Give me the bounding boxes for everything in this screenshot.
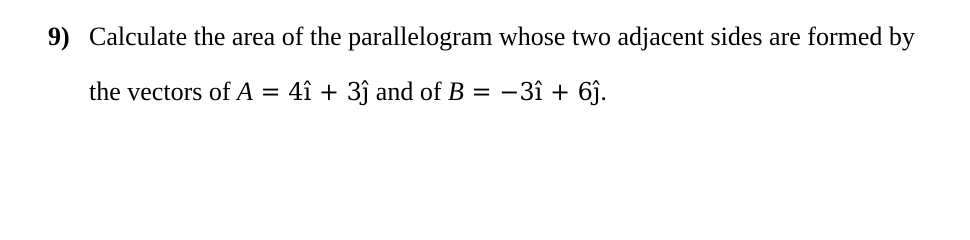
question-line-2: [89, 77, 607, 107]
line2-end: .: [600, 77, 607, 106]
vector-b-name: B: [448, 77, 464, 106]
connector-text: and of: [369, 77, 448, 106]
vector-b-expression: = −3î + 6ĵ: [463, 78, 601, 106]
vector-a-expression: = 4î + 3ĵ: [252, 78, 370, 106]
line2-prefix: the vectors of: [89, 77, 238, 106]
question-number: 9): [48, 22, 70, 51]
question-line-1: Calculate the area of the parallelogram whose two adjacent sides are formed by: [89, 22, 915, 51]
vector-a-name: A: [237, 77, 253, 106]
